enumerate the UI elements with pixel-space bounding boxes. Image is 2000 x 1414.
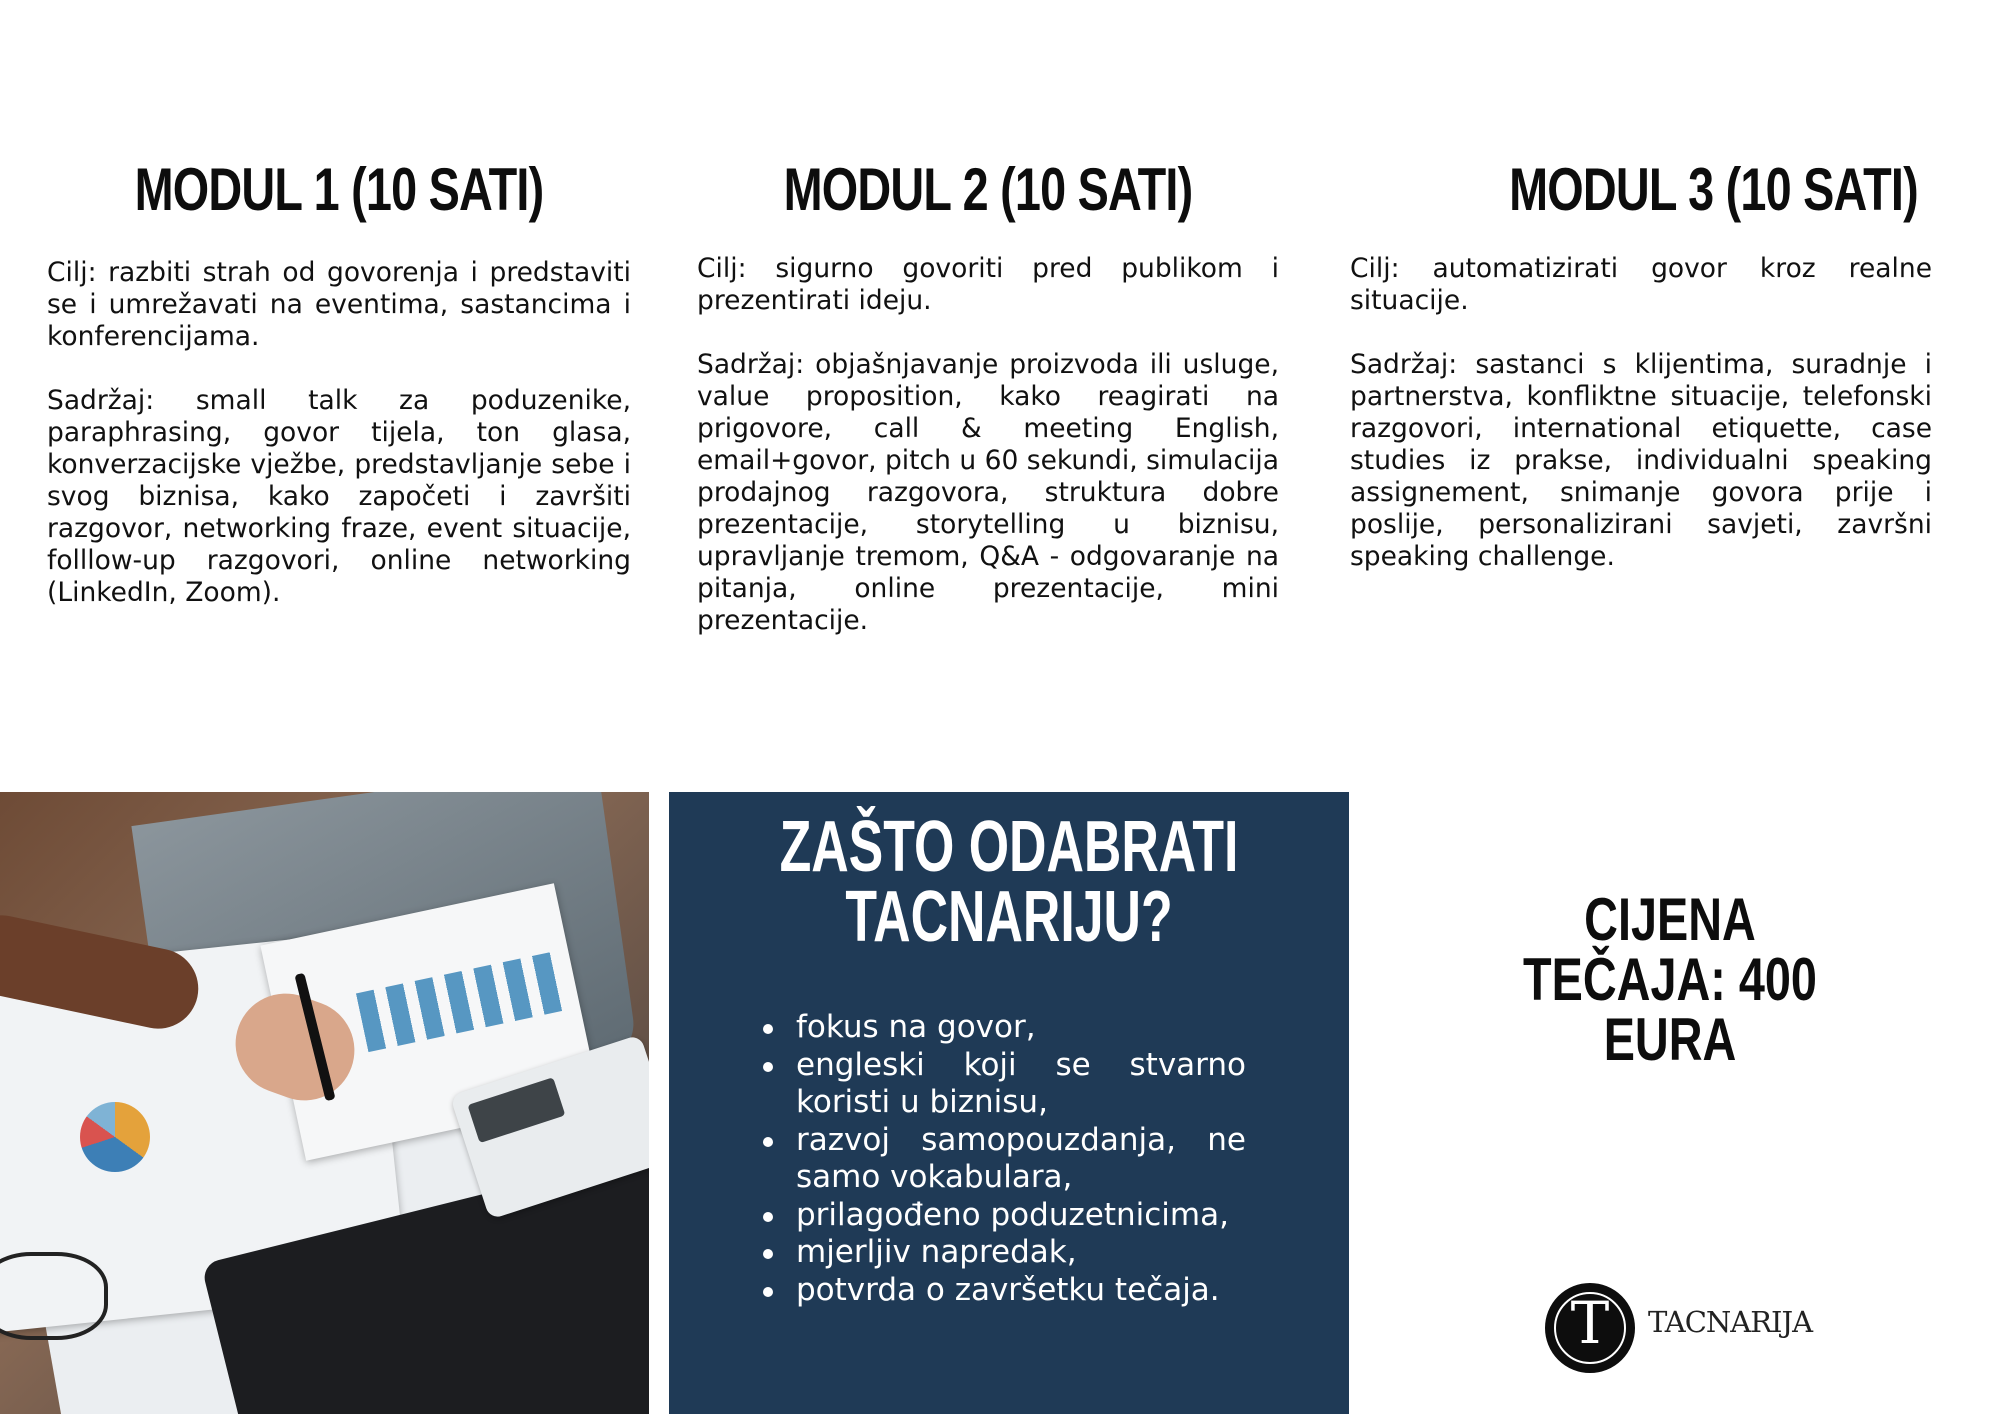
tacnarija-logo — [1545, 1283, 1813, 1383]
pie-chart-graphic — [80, 1102, 150, 1172]
glasses — [0, 1252, 108, 1340]
module-2-goal: Cilj: sigurno govoriti pred publikom i prezentirati ideju. — [697, 253, 1279, 316]
why-title-line2: TACNARIJU? — [845, 877, 1173, 957]
module-2-body — [697, 253, 1279, 669]
price-heading — [1483, 886, 1857, 1073]
module-1-body — [47, 257, 631, 641]
list-item: potvrda o završetku tečaja. — [796, 1272, 1246, 1310]
logo-name: TACNARIJA — [1648, 1305, 1813, 1339]
module-3-body — [1350, 253, 1932, 605]
why-list — [759, 1009, 1246, 1309]
logo-letter: T — [1570, 1289, 1610, 1357]
list-item: engleski koji se stvarno koristi u biznisu, — [796, 1046, 1246, 1120]
module-1-content: Sadržaj: small talk za poduzenike, paraphrasing, govor tijela, ton glasa, konverzacijske vježbe, predstavljanje sebe i svog biznisa, kako započeti i završiti razgovor, networking fraze, event situacije, folllow-up razgovori, online networking (LinkedIn, Zoom). — [47, 385, 631, 608]
price-line1: CIJENA TEČAJA: 400 — [1523, 886, 1817, 1013]
calculator-screen — [467, 1077, 565, 1143]
module-3-content: Sadržaj: sastanci s klijentima, suradnje i partnerstva, konfliktne situacije, telefonski razgovori, international etiquette, case studies iz prakse, individualni speaking assignement, snimanje govora prije i poslije, personalizirani savjeti, završni speaking challenge. — [1350, 349, 1932, 572]
module-3-title: MODUL 3 (10 SATI) — [1509, 155, 1918, 223]
why-title-line1: ZAŠTO ODABRATI — [779, 807, 1239, 887]
list-item: fokus na govor, — [796, 1009, 1246, 1047]
module-3-goal: Cilj: automatizirati govor kroz realne situacije. — [1350, 253, 1932, 316]
module-2-title: MODUL 2 (10 SATI) — [783, 155, 1193, 223]
module-1-goal: Cilj: razbiti strah od govorenja i predstaviti se i umrežavati na eventima, sastancima i konferencijama. — [47, 257, 631, 352]
why-section — [669, 792, 1349, 1414]
list-item: mjerljiv napredak, — [796, 1234, 1246, 1272]
module-2-content: Sadržaj: objašnjavanje proizvoda ili usluge, value proposition, kako reagirati na prigovore, call & meeting English, email+govor, pitch u 60 sekundi, simulacija prodajnog razgovora, struktura dobre prezentacije, storytelling u biznisu, upravljanje tremom, Q&A - odgovaranje na pitanja, online prezentacije, mini prezentacije. — [697, 349, 1279, 636]
business-meeting-photo — [0, 792, 649, 1414]
module-1-title: MODUL 1 (10 SATI) — [134, 155, 544, 223]
list-item: razvoj samopouzdanja, ne samo vokabulara, — [796, 1121, 1246, 1195]
why-title — [764, 807, 1254, 957]
price-line2: EURA — [1603, 1006, 1737, 1073]
list-item: prilagođeno poduzetnicima, — [796, 1197, 1246, 1235]
